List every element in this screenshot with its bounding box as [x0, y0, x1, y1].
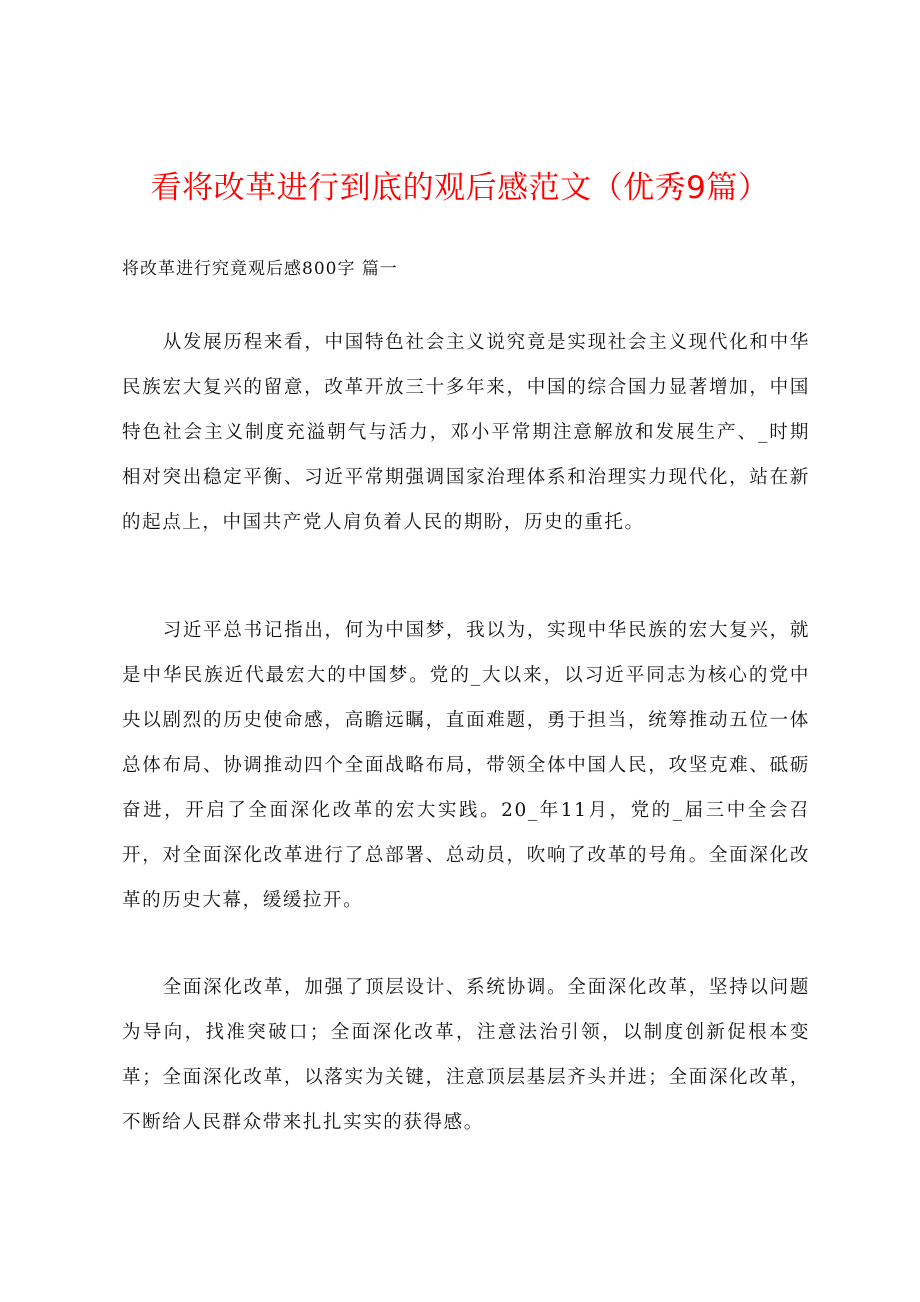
document-title: 看将改革进行到底的观后感范文（优秀9篇） — [150, 170, 770, 206]
paragraph-2: 习近平总书记指出，何为中国梦，我以为，实现中华民族的宏大复兴，就是中华民族近代最宏大的中国梦。党的_大以来，以习近平同志为核心的党中央以剧烈的历史使命感，高瞻远瞩，直面难题，勇于担当，统筹推动五位一体总体布局、协调推动四个全面战略布局，带领全体中国人民，攻坚克难、砥砺奋进，开启了全面深化改革的宏大实践。20_年11月，党的_届三中全会召开，对全面深化改革进行了总部署、总动员，吹响了改革的号角。全面深化改革的历史大幕，缓缓拉开。 — [122, 620, 810, 911]
paragraph-3: 全面深化改革，加强了顶层设计、系统协调。全面深化改革，坚持以问题为导向，找准突破口；全面深化改革，注意法治引领，以制度创新促根本变革；全面深化改革，以落实为关键，注意顶层基层齐头并进；全面深化改革，不断给人民群众带来扎扎实实的获得感。 — [122, 977, 810, 1133]
paragraph-1: 从发展历程来看，中国特色社会主义说究竟是实现社会主义现代化和中华民族宏大复兴的留意，改革开放三十多年来，中国的综合国力显著增加，中国特色社会主义制度充溢朝气与活力，邓小平常期注意解放和发展生产、_时期相对突出稳定平衡、习近平常期强调国家治理体系和治理实力现代化，站在新的起点上，中国共产党人肩负着人民的期盼，历史的重托。 — [122, 332, 810, 533]
section-heading: 将改革进行究竟观后感800字 篇一 — [122, 259, 398, 279]
